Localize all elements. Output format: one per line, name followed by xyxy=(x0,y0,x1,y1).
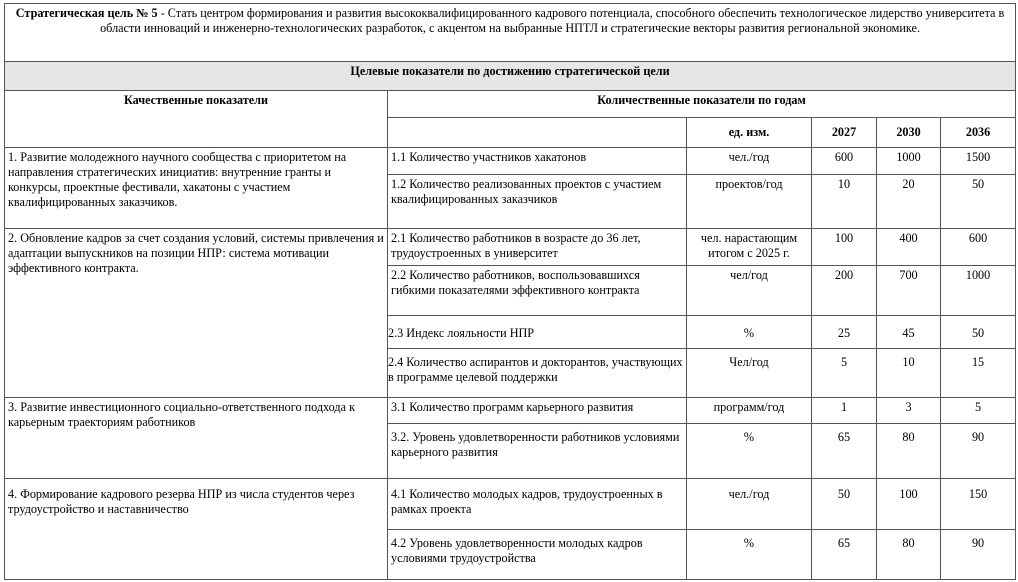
value-2030: 100 xyxy=(877,479,941,530)
value-2030: 20 xyxy=(877,175,941,229)
value-2036: 90 xyxy=(941,424,1016,479)
value-2030: 700 xyxy=(877,266,941,316)
value-2036: 1000 xyxy=(941,266,1016,316)
table-row xyxy=(5,479,1016,530)
year-header-2036: 2036 xyxy=(941,118,1016,148)
value-2036: 50 xyxy=(941,316,1016,349)
value-2030: 80 xyxy=(877,424,941,479)
qualitative-cell: 4. Формирование кадрового резерва НПР из числа студентов через трудоустройство и наставничество xyxy=(5,479,388,580)
value-2036: 5 xyxy=(941,398,1016,424)
value-2027: 65 xyxy=(812,530,877,580)
indicator-cell: 2.1 Количество работников в возрасте до 36 лет, трудоустроенных в университет xyxy=(388,229,687,266)
unit-cell: % xyxy=(687,530,812,580)
qualitative-cell: 1. Развитие молодежного научного сообщества с приоритетом на направления стратегических инициатив: внутренние гранты и конкурсы, проектные фестивали, хакатоны с участием квалифицированных заказчиков. xyxy=(5,148,388,229)
indicator-cell: 3.2. Уровень удовлетворенности работников условиями карьерного развития xyxy=(388,424,687,479)
year-header-2027: 2027 xyxy=(812,118,877,148)
goal-label: Стратегическая цель № 5 xyxy=(15,6,158,20)
value-2036: 600 xyxy=(941,229,1016,266)
unit-cell: чел./год xyxy=(687,479,812,530)
value-2036: 90 xyxy=(941,530,1016,580)
unit-cell: чел./год xyxy=(687,148,812,175)
unit-cell: % xyxy=(687,424,812,479)
indicator-cell: 4.2 Уровень удовлетворенности молодых кадров условиями трудоустройства xyxy=(388,530,687,580)
year-header-2030: 2030 xyxy=(877,118,941,148)
unit-cell: Чел/год xyxy=(687,349,812,398)
indicator-cell: 2.2 Количество работников, воспользовавшихся гибкими показателями эффективного контракта xyxy=(388,266,687,316)
value-2036: 15 xyxy=(941,349,1016,398)
indicator-cell: 1.2 Количество реализованных проектов с участием квалифицированных заказчиков xyxy=(388,175,687,229)
strategic-goal-document xyxy=(4,3,1015,580)
indicator-cell: 2.3 Индекс лояльности НПР xyxy=(388,316,687,349)
unit-cell: программ/год xyxy=(687,398,812,424)
unit-cell: проектов/год xyxy=(687,175,812,229)
value-2030: 400 xyxy=(877,229,941,266)
value-2027: 1 xyxy=(812,398,877,424)
section-title: Целевые показатели по достижению стратегической цели xyxy=(5,62,1016,91)
value-2027: 65 xyxy=(812,424,877,479)
table-row xyxy=(5,229,1016,266)
value-2027: 100 xyxy=(812,229,877,266)
table-row xyxy=(5,148,1016,175)
qualitative-cell: 2. Обновление кадров за счет создания условий, системы привлечения и адаптации выпускников на позиции НПР: система мотивации эффективного контракта. xyxy=(5,229,388,398)
indicator-cell: 4.1 Количество молодых кадров, трудоустроенных в рамках проекта xyxy=(388,479,687,530)
goal-text: - Стать центром формирования и развития высококвалифицированного кадрового потенциала, способного обеспечить технологическое лидерство университета в области инноваций и инженерно-технологических разработок, с акцентом на выбранные НПТЛ и стратегические векторы развития региональной экономике. xyxy=(100,6,1005,35)
indicator-cell: 2.4 Количество аспирантов и докторантов, участвующих в программе целевой поддержки xyxy=(388,349,687,398)
value-2036: 50 xyxy=(941,175,1016,229)
value-2030: 1000 xyxy=(877,148,941,175)
value-2027: 50 xyxy=(812,479,877,530)
value-2030: 3 xyxy=(877,398,941,424)
unit-cell: чел. нарастающим итогом с 2025 г. xyxy=(687,229,812,266)
indicator-header-empty xyxy=(388,118,687,148)
unit-cell: чел/год xyxy=(687,266,812,316)
table-row xyxy=(5,398,1016,424)
unit-header: ед. изм. xyxy=(687,118,812,148)
value-2036: 1500 xyxy=(941,148,1016,175)
value-2030: 10 xyxy=(877,349,941,398)
value-2030: 45 xyxy=(877,316,941,349)
value-2027: 5 xyxy=(812,349,877,398)
indicator-cell: 3.1 Количество программ карьерного развития xyxy=(388,398,687,424)
value-2027: 25 xyxy=(812,316,877,349)
value-2027: 10 xyxy=(812,175,877,229)
qualitative-header: Качественные показатели xyxy=(5,91,388,148)
quantitative-header: Количественные показатели по годам xyxy=(388,91,1016,118)
value-2027: 200 xyxy=(812,266,877,316)
qualitative-cell: 3. Развитие инвестиционного социально-ответственного подхода к карьерным траекториям работников xyxy=(5,398,388,479)
strategic-goal-table xyxy=(4,3,1016,580)
goal-statement-cell xyxy=(5,4,1016,62)
indicator-cell: 1.1 Количество участников хакатонов xyxy=(388,148,687,175)
value-2036: 150 xyxy=(941,479,1016,530)
unit-cell: % xyxy=(687,316,812,349)
value-2027: 600 xyxy=(812,148,877,175)
value-2030: 80 xyxy=(877,530,941,580)
